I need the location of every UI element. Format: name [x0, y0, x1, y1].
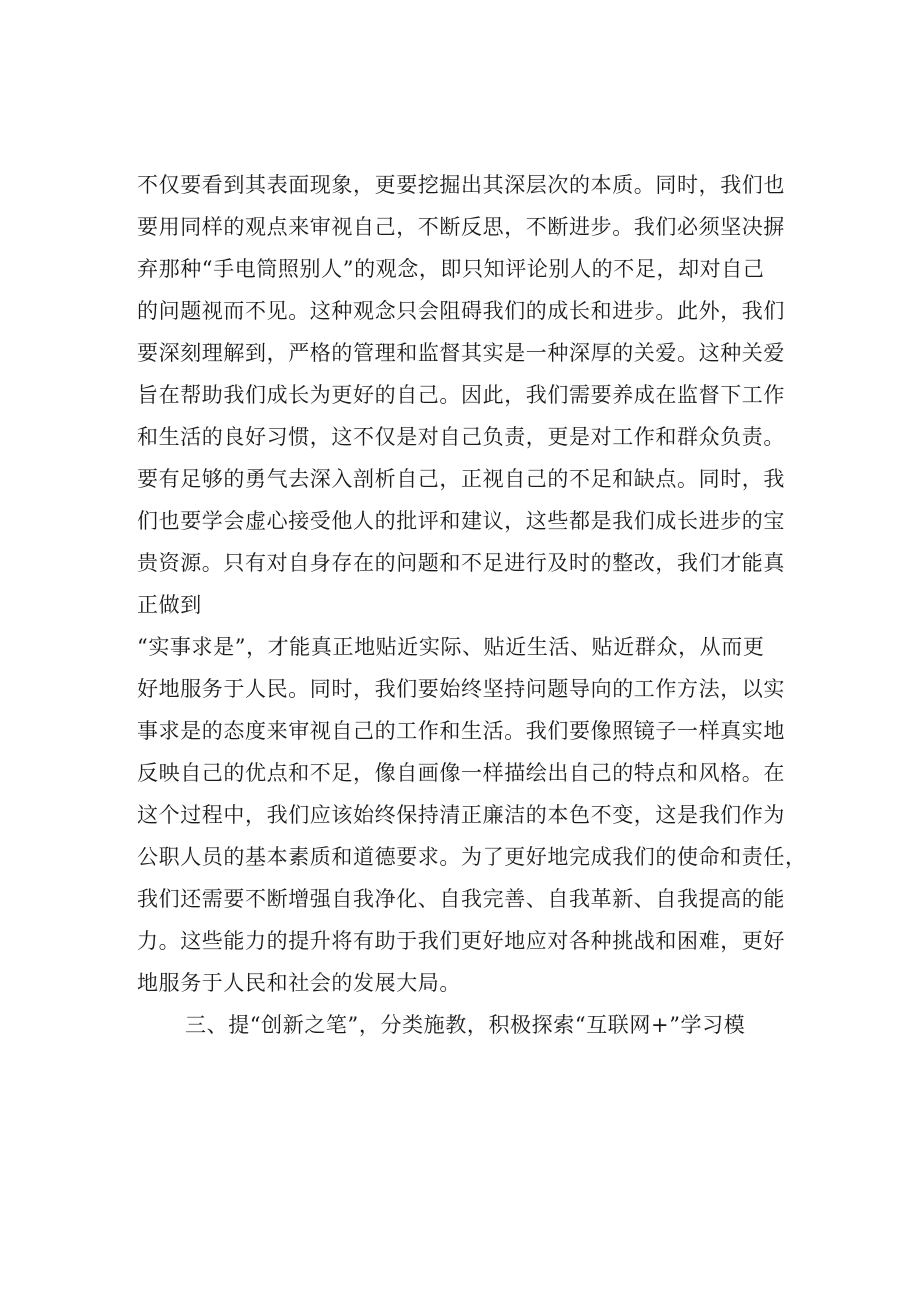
- body-text-line: 好地服务于人民。同时，我们要始终坚持问题导向的工作方法，以实: [137, 677, 785, 701]
- body-text-line: 和生活的良好习惯，这不仅是对自己负责，更是对工作和群众负责。: [137, 425, 785, 449]
- body-text-line: 不仅要看到其表面现象，更要挖掘出其深层次的本质。同时，我们也: [137, 173, 785, 197]
- body-text-line: 力。这些能力的提升将有助于我们更好地应对各种挑战和困难，更好: [137, 929, 785, 953]
- body-text-line: 地服务于人民和社会的发展大局。: [137, 971, 461, 995]
- body-text-line: 公职人员的基本素质和道德要求。为了更好地完成我们的使命和责任，: [137, 845, 807, 869]
- body-text-line: “实事求是”，才能真正地贴近实际、贴近生活、贴近群众，从而更: [137, 635, 765, 659]
- body-text-line: 要深刻理解到，严格的管理和监督其实是一种深厚的关爱。这种关爱: [137, 341, 785, 365]
- body-text-line: 事求是的态度来审视自己的工作和生活。我们要像照镜子一样真实地: [137, 719, 785, 743]
- body-text-line: 的问题视而不见。这种观念只会阻碍我们的成长和进步。此外，我们: [137, 299, 785, 323]
- section-heading: 三、提“创新之笔”，分类施教，积极探索“互联网+”学习模: [185, 1013, 746, 1037]
- body-text-line: 们也要学会虚心接受他人的批评和建议，这些都是我们成长进步的宝: [137, 509, 785, 533]
- body-text-line: 要用同样的观点来审视自己，不断反思，不断进步。我们必须坚决摒: [137, 215, 785, 239]
- body-text-line: 弃那种“手电筒照别人”的观念，即只知评论别人的不足，却对自己: [137, 257, 765, 281]
- body-text-line: 正做到: [137, 593, 202, 617]
- body-text-line: 旨在帮助我们成长为更好的自己。因此，我们需要养成在监督下工作: [137, 383, 785, 407]
- body-text-line: 贵资源。只有对自身存在的问题和不足进行及时的整改，我们才能真: [137, 551, 785, 575]
- body-text-line: 反映自己的优点和不足，像自画像一样描绘出自己的特点和风格。在: [137, 761, 785, 785]
- body-text-line: 这个过程中，我们应该始终保持清正廉洁的本色不变，这是我们作为: [137, 803, 785, 827]
- body-text-line: 要有足够的勇气去深入剖析自己，正视自己的不足和缺点。同时，我: [137, 467, 785, 491]
- body-text-line: 我们还需要不断增强自我净化、自我完善、自我革新、自我提高的能: [137, 887, 785, 911]
